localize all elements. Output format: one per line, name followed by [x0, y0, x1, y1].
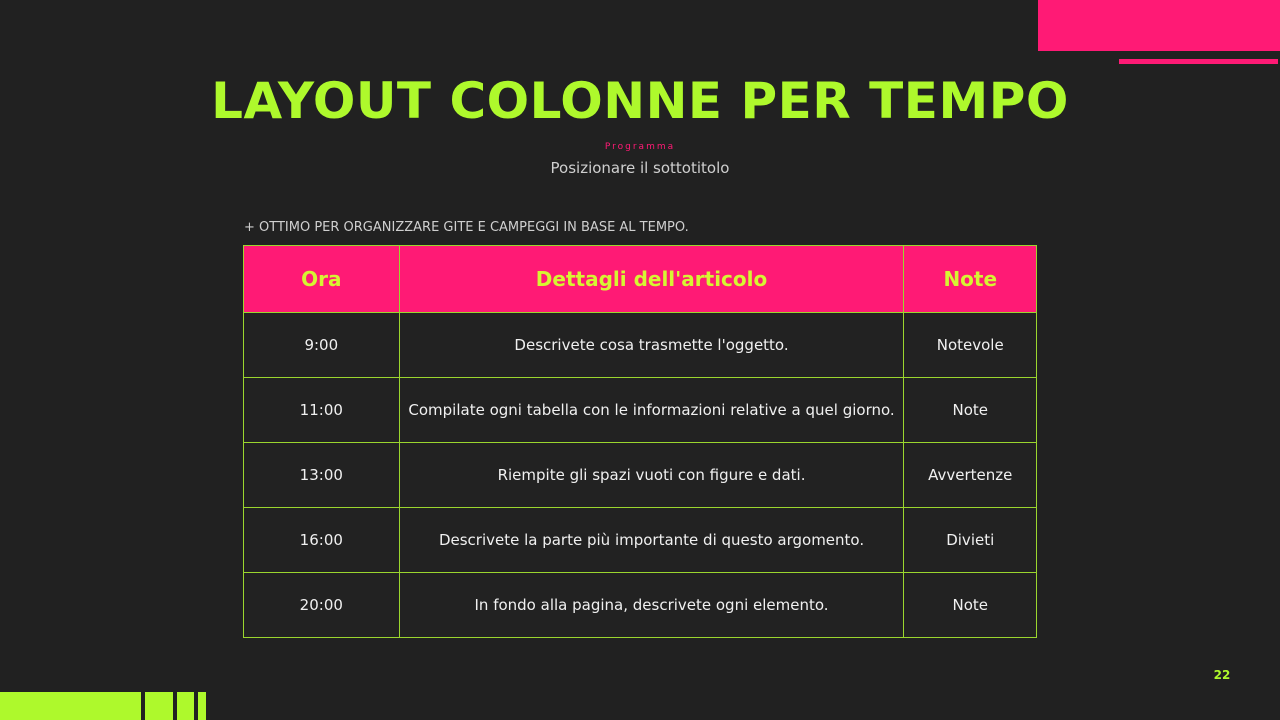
slide-title: LAYOUT COLONNE PER TEMPO [211, 72, 1069, 130]
cell-notes: Notevole [904, 313, 1037, 378]
slide-note: + OTTIMO PER ORGANIZZARE GITE E CAMPEGGI IN BASE AL TEMPO. [244, 220, 689, 235]
slide-kicker: Programma [604, 142, 676, 152]
decorative-green-bar [0, 692, 141, 720]
table-row [244, 378, 1037, 443]
cell-details: In fondo alla pagina, descrivete ogni elemento. [399, 573, 904, 638]
header-time: Ora [244, 246, 400, 313]
cell-details: Descrivete la parte più importante di questo argomento. [399, 508, 904, 573]
cell-notes: Avvertenze [904, 443, 1037, 508]
cell-time: 20:00 [244, 573, 400, 638]
decorative-pink-line [1119, 59, 1278, 64]
cell-time: 13:00 [244, 443, 400, 508]
table-row [244, 573, 1037, 638]
decorative-pink-block [1038, 0, 1280, 51]
cell-notes: Note [904, 378, 1037, 443]
decorative-green-bar [145, 692, 173, 720]
cell-notes: Divieti [904, 508, 1037, 573]
cell-details: Descrivete cosa trasmette l'oggetto. [399, 313, 904, 378]
cell-notes: Note [904, 573, 1037, 638]
table-row [244, 508, 1037, 573]
page-number: 22 [1213, 668, 1231, 682]
table-header-row [244, 246, 1037, 313]
cell-details: Compilate ogni tabella con le informazioni relative a quel giorno. [399, 378, 904, 443]
header-notes: Note [904, 246, 1037, 313]
decorative-green-bar [177, 692, 194, 720]
cell-time: 16:00 [244, 508, 400, 573]
schedule-table [243, 245, 1037, 638]
cell-time: 11:00 [244, 378, 400, 443]
table-row [244, 443, 1037, 508]
table-row [244, 313, 1037, 378]
cell-details: Riempite gli spazi vuoti con figure e dati. [399, 443, 904, 508]
decorative-green-bar [198, 692, 206, 720]
slide-subtitle: Posizionare il sottotitolo [550, 159, 730, 177]
header-details: Dettagli dell'articolo [399, 246, 904, 313]
cell-time: 9:00 [244, 313, 400, 378]
